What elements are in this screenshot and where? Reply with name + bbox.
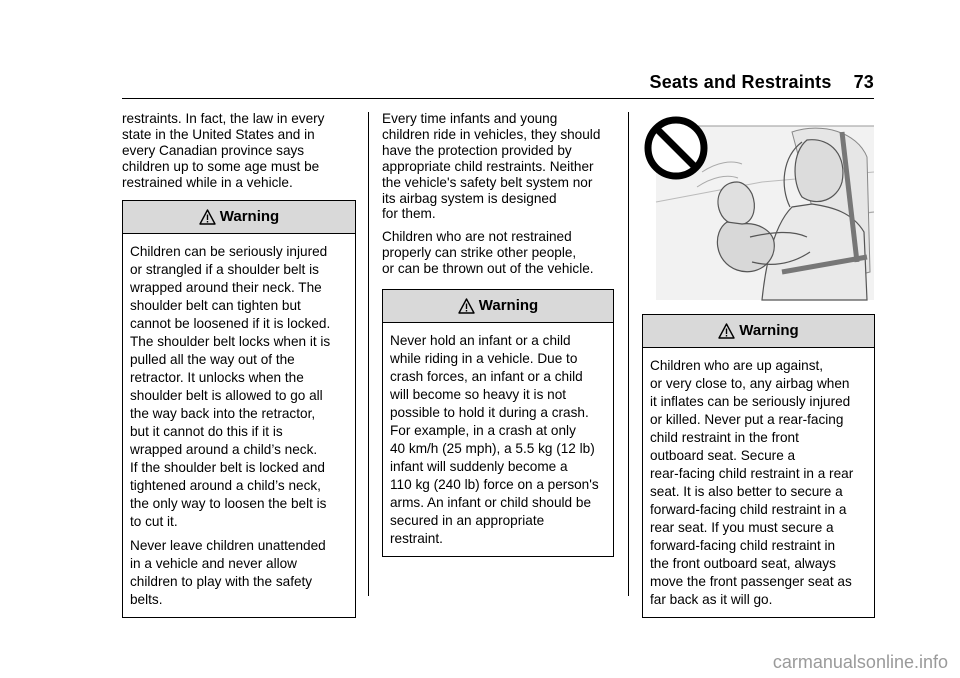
column-3 [642, 112, 875, 618]
column-divider-2 [628, 112, 629, 596]
header-rule [122, 98, 874, 99]
warning-header [643, 315, 874, 348]
page-header [650, 72, 875, 93]
column-divider-1 [368, 112, 369, 596]
body-paragraph: Every time infants and young children ride in vehicles, they should have the protection provided by appropriate child restraints. Neither the vehicle's safety belt system nor its airbag system is designed for them. [382, 111, 601, 222]
column-2 [382, 111, 614, 557]
warning-paragraph: Never leave children unattended in a vehicle and never allow children to play with the safety belts. [130, 537, 326, 607]
warning-body [123, 234, 355, 617]
warning-paragraph: Children who are up against, or very close to, any airbag when it inflates can be seriously injured or killed. Never put a rear-facing child restraint in the front outboard seat. Secure a rear-facing child restraint in a rear seat. It is also better to secure a forward-facing child restraint in a rear seat. If you must secure a forward-facing child restraint in the front outboard seat, always move the front passenger seat as far back as it will go. [650, 358, 854, 607]
warning-body [383, 323, 613, 556]
column-1 [122, 111, 356, 618]
warning-box-3 [642, 314, 875, 618]
warning-title: Warning [478, 297, 539, 315]
warning-header [123, 201, 355, 234]
warning-box-1 [122, 200, 356, 618]
body-paragraph: Children who are not restrained properly can strike other people, or can be thrown out of the vehicle. [382, 229, 594, 277]
warning-triangle-icon [718, 323, 735, 339]
warning-title: Warning [739, 322, 799, 340]
warning-triangle-icon [458, 298, 475, 314]
warning-paragraph: Children can be seriously injured or strangled if a shoulder belt is wrapped around their neck. The shoulder belt can tighten but cannot be loosened if it is locked. The shoulder belt locks when it is pulled all the way out of the retractor. It unlocks when the shoulder belt is allowed to go all the way back into the retractor, but it cannot do this if it is wrapped around a child’s neck. If the shoulder belt is locked and tightened around a child’s neck, the only way to loosen the belt is to cut it. [130, 243, 331, 529]
warning-body [643, 348, 874, 617]
warning-box-2 [382, 289, 614, 557]
warning-triangle-icon [199, 209, 216, 225]
prohibition-icon [648, 120, 704, 176]
warning-title: Warning [219, 207, 280, 225]
page-number: 73 [853, 72, 874, 92]
section-title: Seats and Restraints [649, 72, 832, 92]
intro-paragraph: restraints. In fact, the law in every state in the United States and in every Canadian province says children up to some age must be restrained while in a vehicle. [122, 111, 325, 190]
warning-header [383, 290, 613, 323]
warning-paragraph: Never hold an infant or a child while riding in a vehicle. Due to crash forces, an infant or a child will become so heavy it is not possible to hold it during a crash. For example, in a crash at only 40 km/h (25 mph), a 5.5 kg (12 lb) infant will suddenly become a 110 kg (240 lb) force on a person's arms. An infant or child should be secured in an appropriate restraint. [390, 333, 599, 547]
watermark: carmanualsonline.info [772, 652, 948, 672]
child-held-in-lap-illustration [642, 112, 875, 302]
